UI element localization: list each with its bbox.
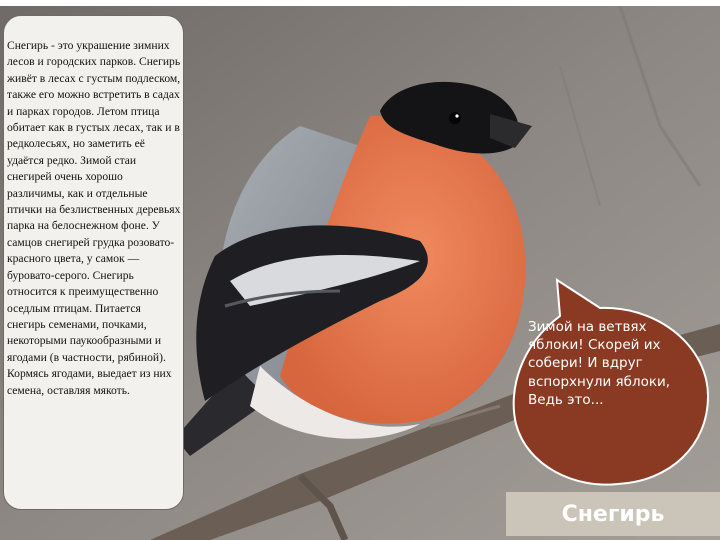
bubble-text: Зимой на ветвях яблоки! Скорей их собери! И вдруг вспорхнули яблоки, Ведь это...: [528, 319, 671, 408]
eye: [449, 112, 461, 124]
answer-box: [506, 492, 720, 536]
info-text-box: [3, 15, 184, 510]
info-text: Снегирь - это украшение зимних лесов и городских парков. Снегирь живёт в лесах с густым подлеском, также его можно встретить в садах и парках городов. Летом птица обитает как в густых лесах, так и в редколесьях, но заметить её удаётся редко. Зимой стаи снегирей очень хорошо различимы, как и отдельные птички на безлиственных деревьях парка на белоснежном фоне. У самцов снегирей грудка розовато-красного цвета, у самок — буровато-серого. Снегирь относится к преимущественно оседлым птицам. Питается снегирь семенами, почками, некоторыми паукообразными и ягодами (в частности, рябиной). Кормясь ягодами, выедает из них семена, оставляя мякоть.: [7, 39, 181, 397]
answer-label: Снегирь: [561, 501, 665, 527]
